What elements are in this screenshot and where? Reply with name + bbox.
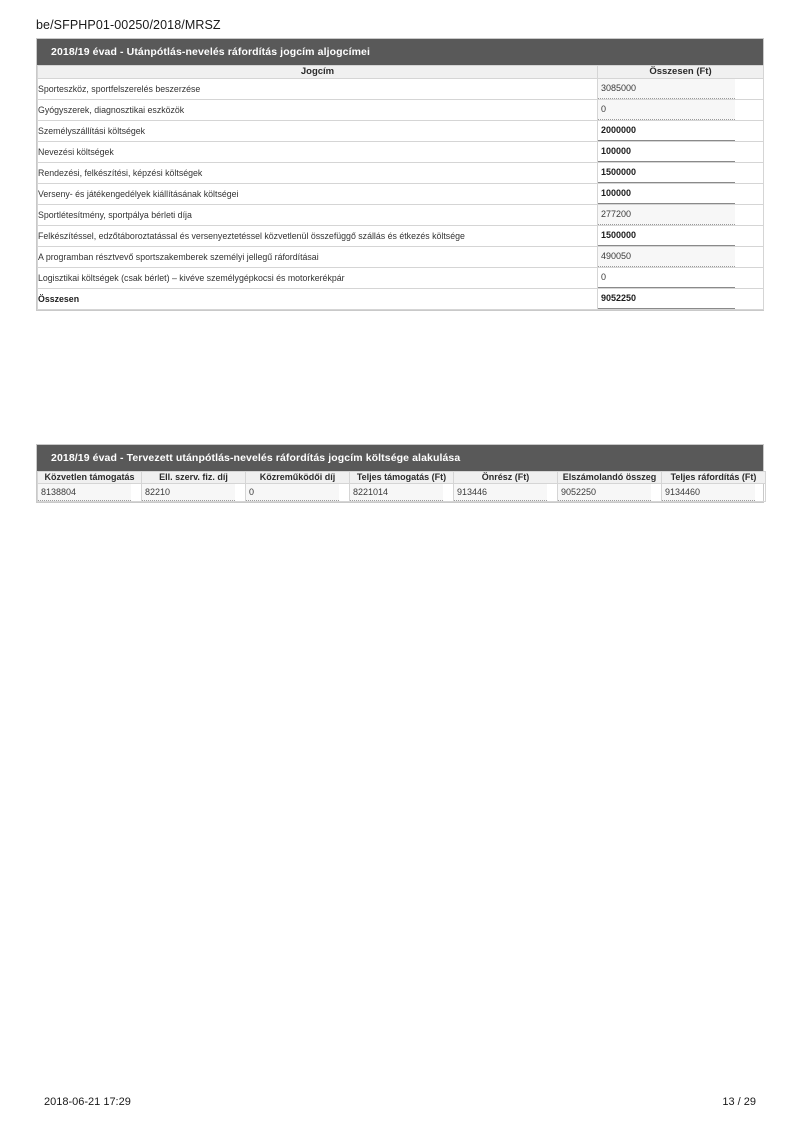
amount-field[interactable]: 913446 xyxy=(454,484,547,501)
table-row xyxy=(38,268,764,289)
cell-ell-szerv-fiz-dij xyxy=(142,484,246,502)
table-row xyxy=(38,121,764,142)
amount-field[interactable]: 1500000 xyxy=(598,163,735,183)
amount-field[interactable]: 100000 xyxy=(598,142,735,162)
footer-page-number: 13 / 29 xyxy=(722,1096,756,1108)
table-row xyxy=(38,79,764,100)
row-value-cell xyxy=(598,142,764,163)
amount-field[interactable]: 277200 xyxy=(598,205,735,225)
cell-kozremukodoi-dij xyxy=(246,484,350,502)
jogcim-table-title: 2018/19 évad - Utánpótlás-nevelés ráfordítás jogcím aljogcímei xyxy=(37,39,763,65)
amount-field[interactable]: 3085000 xyxy=(598,79,735,99)
table-header-row xyxy=(38,472,766,484)
cell-elszamolando-osszeg xyxy=(558,484,662,502)
table-row xyxy=(38,100,764,121)
amount-field[interactable]: 8221014 xyxy=(350,484,443,501)
total-value-cell xyxy=(598,289,764,310)
koltseg-table-block xyxy=(36,444,764,503)
amount-field[interactable]: 9134460 xyxy=(662,484,755,501)
header-teljes-tamogatas: Teljes támogatás (Ft) xyxy=(350,472,454,484)
table-row xyxy=(38,484,766,502)
amount-field[interactable]: 8138804 xyxy=(38,484,131,501)
header-jogcim: Jogcím xyxy=(38,66,598,79)
row-value-cell xyxy=(598,100,764,121)
table-row xyxy=(38,184,764,205)
header-teljes-raforditas: Teljes ráfordítás (Ft) xyxy=(662,472,766,484)
row-label: A programban résztvevő sportszakemberek személyi jellegű ráfordításai xyxy=(38,247,598,268)
header-osszesen: Összesen (Ft) xyxy=(598,66,764,79)
row-label: Gyógyszerek, diagnosztikai eszközök xyxy=(38,100,598,121)
amount-field[interactable]: 0 xyxy=(598,100,735,120)
amount-field[interactable]: 490050 xyxy=(598,247,735,267)
jogcim-table xyxy=(37,65,764,310)
table-header-row xyxy=(38,66,764,79)
header-onresz: Önrész (Ft) xyxy=(454,472,558,484)
table-row xyxy=(38,142,764,163)
row-value-cell xyxy=(598,184,764,205)
document-id: be/SFPHP01-00250/2018/MRSZ xyxy=(36,18,221,32)
row-value-cell xyxy=(598,247,764,268)
amount-field[interactable]: 0 xyxy=(598,268,735,288)
row-value-cell xyxy=(598,268,764,289)
header-kozvetlen-tamogatas: Közvetlen támogatás xyxy=(38,472,142,484)
row-value-cell xyxy=(598,121,764,142)
row-label: Felkészítéssel, edzőtáboroztatással és versenyeztetéssel közvetlenül összefüggő szállás és étkezés költsége xyxy=(38,226,598,247)
amount-field[interactable]: 82210 xyxy=(142,484,235,501)
amount-field[interactable]: 1500000 xyxy=(598,226,735,246)
row-label: Sporteszköz, sportfelszerelés beszerzése xyxy=(38,79,598,100)
row-value-cell xyxy=(598,205,764,226)
amount-field[interactable]: 2000000 xyxy=(598,121,735,141)
header-ell-szerv-fiz-dij: Ell. szerv. fiz. díj xyxy=(142,472,246,484)
table-row xyxy=(38,226,764,247)
amount-field[interactable]: 0 xyxy=(246,484,339,501)
table-total-row xyxy=(38,289,764,310)
amount-field[interactable]: 9052250 xyxy=(558,484,651,501)
table-row xyxy=(38,205,764,226)
row-value-cell xyxy=(598,79,764,100)
row-value-cell xyxy=(598,226,764,247)
cell-teljes-tamogatas xyxy=(350,484,454,502)
row-label: Sportlétesítmény, sportpálya bérleti díja xyxy=(38,205,598,226)
header-elszamolando-osszeg: Elszámolandó összeg xyxy=(558,472,662,484)
row-value-cell xyxy=(598,163,764,184)
cell-onresz xyxy=(454,484,558,502)
header-kozremukodoi-dij: Közreműködői díj xyxy=(246,472,350,484)
table-row xyxy=(38,163,764,184)
total-label: Összesen xyxy=(38,289,598,310)
row-label: Személyszállítási költségek xyxy=(38,121,598,142)
row-label: Nevezési költségek xyxy=(38,142,598,163)
jogcim-table-block xyxy=(36,38,764,311)
koltseg-table-title: 2018/19 évad - Tervezett utánpótlás-nevelés ráfordítás jogcím költsége alakulása xyxy=(37,445,763,471)
table-row xyxy=(38,247,764,268)
koltseg-table xyxy=(37,471,766,502)
total-amount-field[interactable]: 9052250 xyxy=(598,289,735,309)
row-label: Verseny- és játékengedélyek kiállításának költségei xyxy=(38,184,598,205)
cell-teljes-raforditas xyxy=(662,484,766,502)
footer-timestamp: 2018-06-21 17:29 xyxy=(44,1096,131,1108)
amount-field[interactable]: 100000 xyxy=(598,184,735,204)
row-label: Rendezési, felkészítési, képzési költségek xyxy=(38,163,598,184)
row-label: Logisztikai költségek (csak bérlet) – kivéve személygépkocsi és motorkerékpár xyxy=(38,268,598,289)
cell-kozvetlen-tamogatas xyxy=(38,484,142,502)
